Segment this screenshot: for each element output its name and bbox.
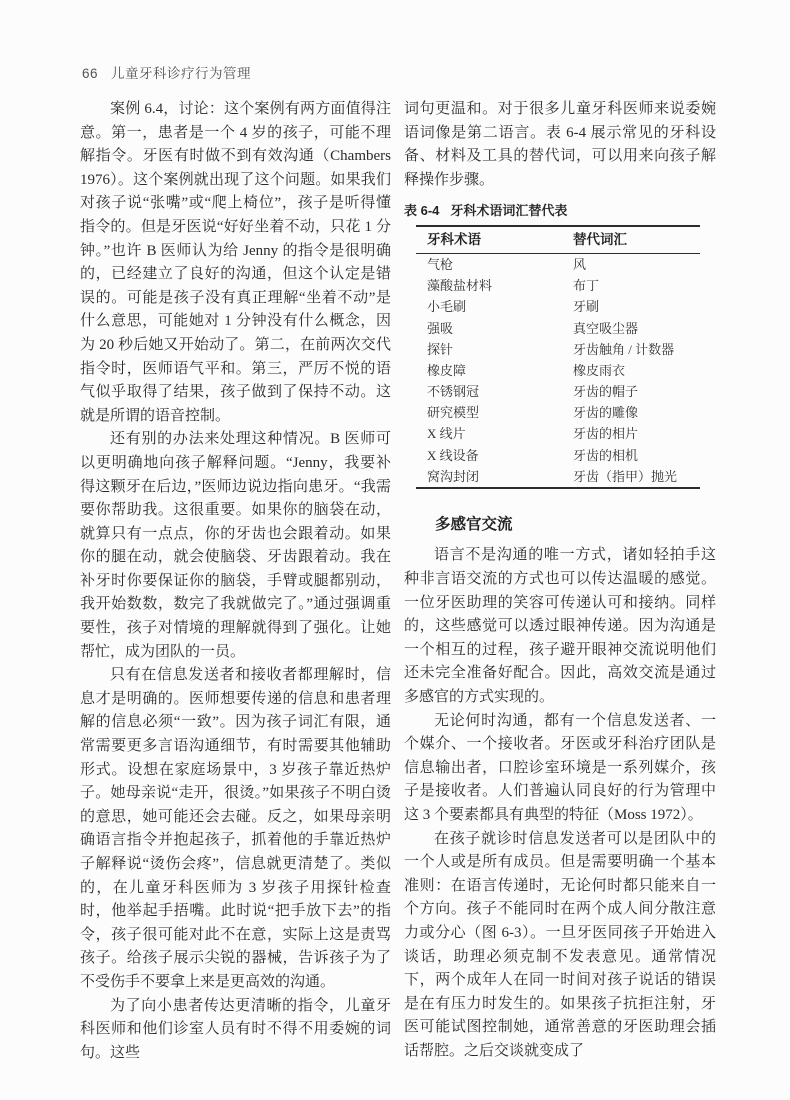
right-column [404, 98, 716, 1064]
paragraph-nonverbal-communication: 语言不是沟通的唯一方式，诸如轻拍手这种非言语交流的方式也可以传达温暖的感觉。一位牙医助理的笑容可传递认可和接纳。同样的，这些感觉可以透过眼神传递。因为沟通是一个相互的过程，孩子避开眼神交流说明他们还未完全准备好配合。因此，高效交流是通过多感官的方式实现的。 [404, 547, 716, 705]
substitute-word-cell: 牙齿的帽子 [573, 384, 639, 400]
paragraph-case-discussion: 案例 6.4，讨论：这个案例有两方面值得注意。第一，患者是一个 4 岁的孩子，可能不理解指令。牙医有时做不到有效沟通（Chambers 1976）。这个案例就出现了这个问题。如果我们对孩子说“张嘴”或“爬上椅位”，孩子是听得懂指令的。但是牙医说“好好坐着不动，只花 1 分钟。”也许 B 医师认为给 Jenny 的指令是很明确的，已经建立了良好的沟通，但这个认定是错误的。可能是孩子没有真正理解“坐着不动”是什么意思，可能她对 1 分钟没有什么概念，因为 20 秒后她又开始动了。第二，在前两次交代指令时，医师语气平和。第三，严厉不悦的语气似乎取得了结果，孩子做到了保持不动。这就是所谓的语音控制。 [80, 101, 391, 424]
table-row [416, 466, 700, 488]
table-row [416, 445, 700, 466]
paragraph-message-clarity: 只有在信息发送者和接收者都理解时，信息才是明确的。医师想要传递的信息和患者理解的信息必须“一致”。因为孩子词汇有限，通常需要更多言语沟通细节，有时需要其他辅助形式。设想在家庭场景中，3 岁孩子靠近热炉子。她母亲说“走开，很烫。”如果孩子不明白烫的意思，她可能还会去碰。反之，如果母亲明确语言指令并抱起孩子，抓着他的手靠近热炉子解释说“烫伤会疼”，信息就更清楚了。类似的，在儿童牙科医师为 3 岁孩子用探针检查时，他举起手捂嘴。此时说“把手放下去”的指令，孩子很可能对此不在意，实际上这是责骂孩子。给孩子展示尖锐的器械，告诉孩子为了不受伤手不要拿上来是更高效的沟通。 [80, 667, 391, 990]
table-row [416, 403, 700, 424]
dental-term-cell: X 线设备 [427, 447, 479, 463]
dental-term-cell: 强吸 [427, 320, 454, 336]
substitute-word-cell: 牙齿的相片 [573, 426, 639, 442]
substitute-word-cell: 牙齿（指甲）抛光 [573, 468, 678, 484]
terminology-substitute-table [416, 225, 700, 489]
running-header [82, 62, 251, 82]
table-row [416, 382, 700, 403]
substitute-word-cell: 橡皮雨衣 [573, 362, 626, 378]
substitute-word-cell: 牙齿触角 / 计数器 [573, 341, 675, 357]
paragraph-euphemisms-start: 为了向小患者传达更清晰的指令，儿童牙科医师和他们诊室人员有时不得不用委婉的词句。这些 [80, 997, 391, 1061]
table-caption-title: 牙科术语词汇替代表 [450, 203, 568, 219]
book-title: 儿童牙科诊疗行为管理 [111, 66, 252, 81]
paragraph-sender-medium-receiver: 无论何时沟通，都有一个信息发送者、一个媒介、一个接收者。牙医或牙科治疗团队是信息输出者，口腔诊室环境是一系列媒介，孩子是接收者。人们普遍认同良好的行为管理中这 3 个要素都具有典型的特征（Moss 1972）。 [404, 712, 716, 823]
dental-term-cell: 藻酸盐材料 [427, 278, 493, 294]
left-column [80, 98, 391, 1065]
column-header-substitute-word: 替代词汇 [562, 226, 700, 254]
dental-term-cell: X 线片 [427, 426, 466, 442]
substitute-word-cell: 牙刷 [573, 299, 600, 315]
paragraph-alternative-approach: 还有别的办法来处理这种情况。B 医师可以更明确地向孩子解释问题。“Jenny，我要补得这颗牙在后边，”医师边说边指向患牙。“我需要你帮助我。这很重要。如果你的脑袋在动，就算只有一点点，你的牙齿也会跟着动。如果你的腿在动，就会使脑袋、牙齿跟着动。我在补牙时你要保证你的脑袋，手臂或腿都别动，我开始数数，数完了我就做完了。”通过强调重要性，孩子对情境的理解就得到了强化。让她帮忙，成为团队的一员。 [80, 431, 391, 660]
table-row [416, 424, 700, 445]
dental-term-cell: 研究模型 [427, 405, 480, 421]
dental-term-cell: 不锈钢冠 [427, 384, 480, 400]
table-row [416, 254, 700, 276]
table-row [416, 276, 700, 297]
dental-term-cell: 气枪 [427, 256, 454, 272]
substitute-word-cell: 风 [573, 256, 587, 272]
page-number: 66 [82, 66, 99, 81]
paragraph-euphemisms-continued: 词句更温和。对于很多儿童牙科医师来说委婉语词像是第二语言。表 6-4 展示常见的牙科设备、材料及工具的替代词，可以用来向孩子解释操作步骤。 [404, 101, 716, 188]
table-caption [404, 203, 716, 219]
dental-term-cell: 窝沟封闭 [427, 468, 480, 484]
dental-term-cell: 橡皮障 [427, 362, 467, 378]
table-row [416, 297, 700, 318]
table-header-row [416, 226, 700, 254]
table-caption-label: 表 6-4 [404, 203, 440, 219]
column-header-dental-term: 牙科术语 [416, 226, 562, 254]
table-row [416, 318, 700, 339]
substitute-word-cell: 牙齿的相机 [573, 447, 639, 463]
dental-term-cell: 小毛刷 [427, 299, 467, 315]
substitute-word-cell: 布丁 [573, 278, 600, 294]
dental-term-cell: 探针 [427, 341, 454, 357]
paragraph-one-direction-rule: 在孩子就诊时信息发送者可以是团队中的一个人或是所有成员。但是需要明确一个基本准则：在语言传递时，无论何时都只能来自一个方向。孩子不能同时在两个成人间分散注意力或分心（图 6-3）。一旦牙医同孩子开始进入谈话，助理必须克制不发表意见。通常情况下，两个成年人在同一时间对孩子说话的错误是在有压力时发生的。如果孩子抗拒注射，牙医可能试图控制她，通常善意的牙医助理会插话帮腔。之后交谈就变成了 [404, 830, 716, 1059]
substitute-word-cell: 真空吸尘器 [573, 320, 639, 336]
substitute-word-cell: 牙齿的雕像 [573, 405, 639, 421]
section-heading-multisensory: 多感官交流 [435, 516, 513, 534]
table-row [416, 360, 700, 381]
table-row [416, 339, 700, 360]
